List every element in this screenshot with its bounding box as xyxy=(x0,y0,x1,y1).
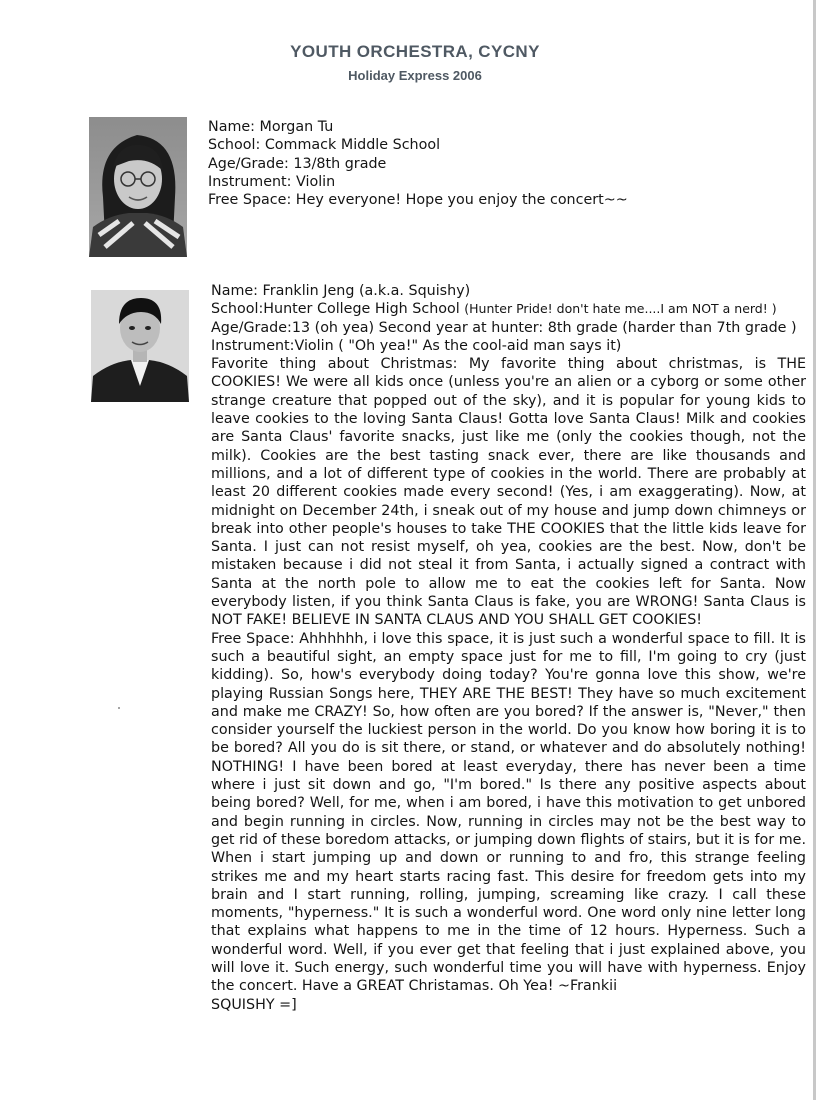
entry-name: Name: Morgan Tu xyxy=(208,119,334,135)
entry-school-line xyxy=(211,300,806,318)
entry-age-grade: Age/Grade:13 (oh yea) Second year at hunter: 8th grade (harder than 7th grade ) xyxy=(211,319,797,336)
entry-instrument: Instrument:Violin ( "Oh yea!" As the cool-aid man says it) xyxy=(211,337,622,354)
entry-free-space: Free Space: Ahhhhhh, i love this space, it is just such a wonderful space to fill. It is such a beautiful sight, an empty space just for me to fill, I'm going to cry (just kidding). So, how's everybody doing today? You're gonna love this show, we're playing Russian Songs here, THEY ARE THE BEST! They have so much excitement and make me CRAZY! So, how often are you bored? If the answer is, "Never," then consider yourself the luckiest person in the world. Do you know how boring it is to be bored? All you do is sit there, or stand, or whatever and do absolutely nothing! NOTHING! I have been bored at least everyday, there has never been a time where i just sit down and go, "I'm bored." Is there any positive aspects about being bored? Well, for me, when i am bored, i have this motivation to get unbored and begin running in circles. Now, running in circles may not be the best way to get rid of these boredom attacks, or jumping down flights of stairs, but it is for me. When i start jumping up and down or running to and fro, this strange feeling strikes me and my heart starts racing fast. This desire for freedom gets into my brain and I start running, rolling, jumping, screaming like crazy. I call these moments, "hyperness." It is such a wonderful word. One word only nine letter long that explains what happens to me in the time of 12 hours. Hyperness. Such a wonderful word. Well, if you ever get that feeling that i just explained above, you will love it. Such energy, such wonderful time you will have with hyperness. Enjoy the concert. Have a GREAT Christamas. Oh Yea! ~Frankii xyxy=(211,630,806,995)
page-title: YOUTH ORCHESTRA, CYCNY xyxy=(290,42,540,61)
entry-school: School: Commack Middle School xyxy=(208,137,441,154)
entry-instrument: Instrument: Violin xyxy=(208,173,336,190)
entry-signoff: SQUISHY =] xyxy=(211,996,297,1013)
entry-franklin xyxy=(211,282,806,1014)
student-photo-franklin xyxy=(91,290,189,402)
entry-morgan xyxy=(208,118,778,209)
entry-school: School:Hunter College High School xyxy=(211,301,465,318)
student-photo-morgan xyxy=(89,117,187,257)
entry-name: Name: Franklin Jeng (a.k.a. Squishy) xyxy=(211,283,471,299)
entry-favorite-christmas: Favorite thing about Christmas: My favorite thing about christmas, is THE COOKIES! We were all kids once (unless you're an alien or a cyborg or some other strange creature that popped out of the sky), and it is popular for young kids to leave cookies to the loving Santa Claus! Gotta love Santa Claus! Milk and cookies are Santa Claus' favorite snacks, just like me (only the cookies though, not the milk). Cookies are the best tasting snack ever, there are like thousands and millions, and a lot of different type of cookies in the world. There are probably at least 20 different cookies made every second! (Yes, i am exaggerating). Now, at midnight on December 24th, i sneak out of my house and jump down chimneys or break into other people's houses to take THE COOKIES that the little kids leave for Santa. I just can not resist myself, oh yea, cookies are the best. Now, don't be mistaken because i did not steal it from Santa, i actually signed a contract with Santa at the north pole to allow me to eat the cookies left for Santa. Now everybody listen, if you think Santa Claus is fake, you are WRONG! Santa Claus is NOT FAKE! BELIEVE IN SANTA CLAUS AND YOU SHALL GET COOKIES! xyxy=(211,356,806,629)
page-subtitle: Holiday Express 2006 xyxy=(348,68,482,83)
entry-free-space: Free Space: Hey everyone! Hope you enjoy the concert~~ xyxy=(208,192,628,209)
entry-school-note: (Hunter Pride! don't hate me....I am NOT a nerd! ) xyxy=(464,301,777,317)
scan-speck xyxy=(118,707,120,709)
entry-age-grade: Age/Grade: 13/8th grade xyxy=(208,155,387,172)
